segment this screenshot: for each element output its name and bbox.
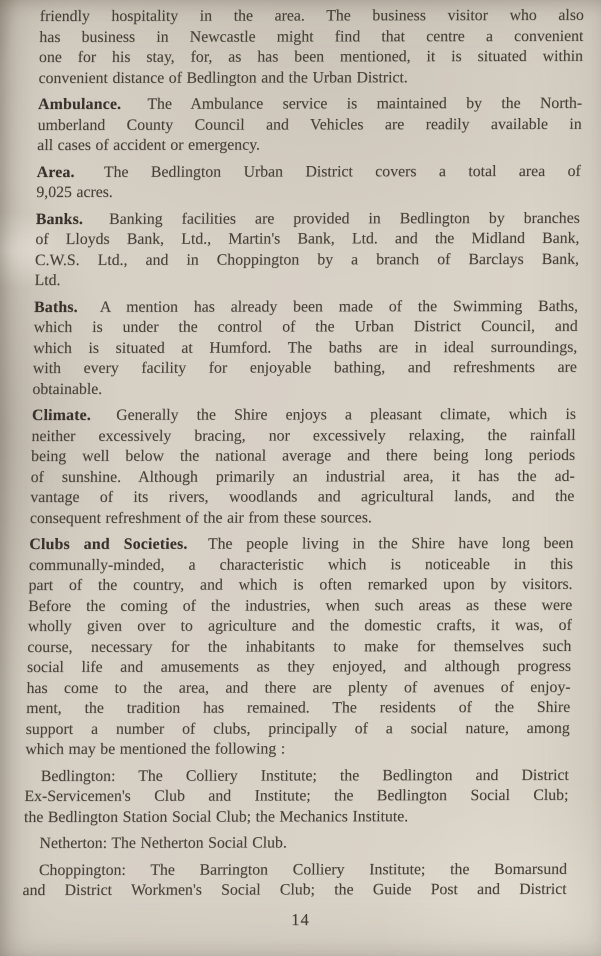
text-line: all cases of accident or emergency.: [37, 136, 261, 154]
paragraph-lead: Banks.: [35, 210, 84, 228]
paragraph: [34, 208, 580, 291]
text-line: Before the coming of the industries, when such areas as these were: [28, 596, 573, 615]
text-line: [29, 534, 573, 556]
paragraph: [23, 833, 567, 855]
text-line: Netherton: The Netherton Social Club.: [39, 834, 288, 852]
text-line: wholly given over to agriculture and the domestic crafts, it was, of: [27, 616, 572, 635]
text-line: has business in Newcastle might find that centre a convenient: [39, 27, 584, 46]
text-line: and District Workmen's Social Club; the Guide Post and District: [22, 880, 567, 899]
text-line: the Bedlington Station Social Club; the Mechanics Institute.: [23, 807, 409, 826]
text-line: [38, 94, 582, 116]
paragraph: [30, 405, 576, 529]
text-line: support a number of clubs, principally of a social nature, among: [25, 719, 570, 738]
paragraph-lead: Area.: [36, 163, 75, 181]
text-line: umberland County Council and Vehicles are readily available in: [37, 115, 582, 134]
text-line: social life and amusements as they enjoyed, and although progress: [26, 657, 572, 676]
paragraph: [25, 534, 573, 761]
text-line: consequent refreshment of the air from these sources.: [29, 508, 373, 527]
text-line: Ltd.: [34, 271, 61, 289]
text-line: convenient distance of Bedlington and the Urban District.: [38, 68, 408, 87]
text-line: course, necessary for the inhabitants to make for themselves such: [27, 637, 572, 656]
text-line: vantage of its rivers, woodlands and agricultural lands, and the: [30, 487, 575, 506]
text-line: of Lloyds Bank, Ltd., Martin's Bank, Ltd. and the Midland Bank,: [35, 229, 580, 248]
text-line: Choppington: The Barrington Colliery Institute; the Bomarsund: [38, 860, 568, 879]
paragraph: [37, 94, 582, 157]
text-line: which is under the control of the Urban District Council, and: [33, 317, 578, 336]
line-text: The people living in the Shire have long been: [207, 534, 574, 553]
paragraph-lead: Ambulance.: [37, 95, 122, 113]
paragraph: [36, 161, 581, 203]
text-line: communally-minded, a characteristic which is noticeable in this: [28, 555, 574, 574]
text-line: being well below the national average and there being long periods: [30, 446, 576, 465]
text-line: neither excessively bracing, nor excessively relaxing, the rainfall: [31, 426, 576, 445]
text-line: 9,025 acres.: [36, 183, 113, 201]
text-line: one for his stay, for, as has been mentioned, it is situated within: [38, 47, 584, 66]
text-line: of sunshine. Although primarily an industrial area, it has the ad-: [30, 467, 575, 486]
paragraph: [38, 6, 584, 89]
paragraph-lead: Clubs and Societies.: [29, 535, 188, 553]
line-text: The Bedlington Urban District covers a total area of: [103, 162, 581, 181]
text-line: Bedlington: The Colliery Institute; the Bedlington and District: [40, 766, 570, 785]
paragraph-lead: Baths.: [33, 298, 79, 316]
text-line: has come to the area, and there are plenty of avenues of enjoy-: [26, 678, 571, 697]
page-text: [22, 6, 584, 902]
text-line: part of the country, and which is often remarked upon by visitors.: [28, 575, 573, 594]
paragraph-lead: Climate.: [31, 406, 92, 424]
text-line: friendly hospitality in the area. The business visitor who also: [39, 6, 585, 25]
paragraph: [24, 765, 569, 828]
text-line: ment, the tradition has remained. The residents of the Shire: [25, 698, 571, 717]
paragraph: [22, 859, 567, 901]
paragraph: [32, 296, 578, 400]
text-line: [32, 405, 576, 427]
line-text: A mention has already been made of the Swimming Baths,: [99, 297, 579, 316]
text-line: which is situated at Humford. The baths are in ideal surroundings,: [33, 338, 578, 357]
text-line: with every facility for enjoyable bathing, and refreshments are: [32, 358, 578, 377]
text-line: which may be mentioned the following :: [25, 740, 286, 758]
text-line: [34, 296, 578, 318]
page-number: 14: [291, 910, 310, 929]
line-text: Banking facilities are provided in Bedlington by branches: [108, 209, 581, 228]
text-line: [37, 161, 581, 183]
line-text: The Ambulance service is maintained by the North-: [147, 94, 583, 113]
text-line: Ex-Servicemen's Club and Institute; the Bedlington Social Club;: [24, 786, 569, 805]
line-text: Generally the Shire enjoys a pleasant climate, which is: [116, 405, 577, 424]
text-line: C.W.S. Ltd., and in Choppington by a branch of Barclays Bank,: [34, 250, 580, 269]
text-line: [36, 208, 580, 230]
text-line: obtainable.: [32, 380, 103, 398]
